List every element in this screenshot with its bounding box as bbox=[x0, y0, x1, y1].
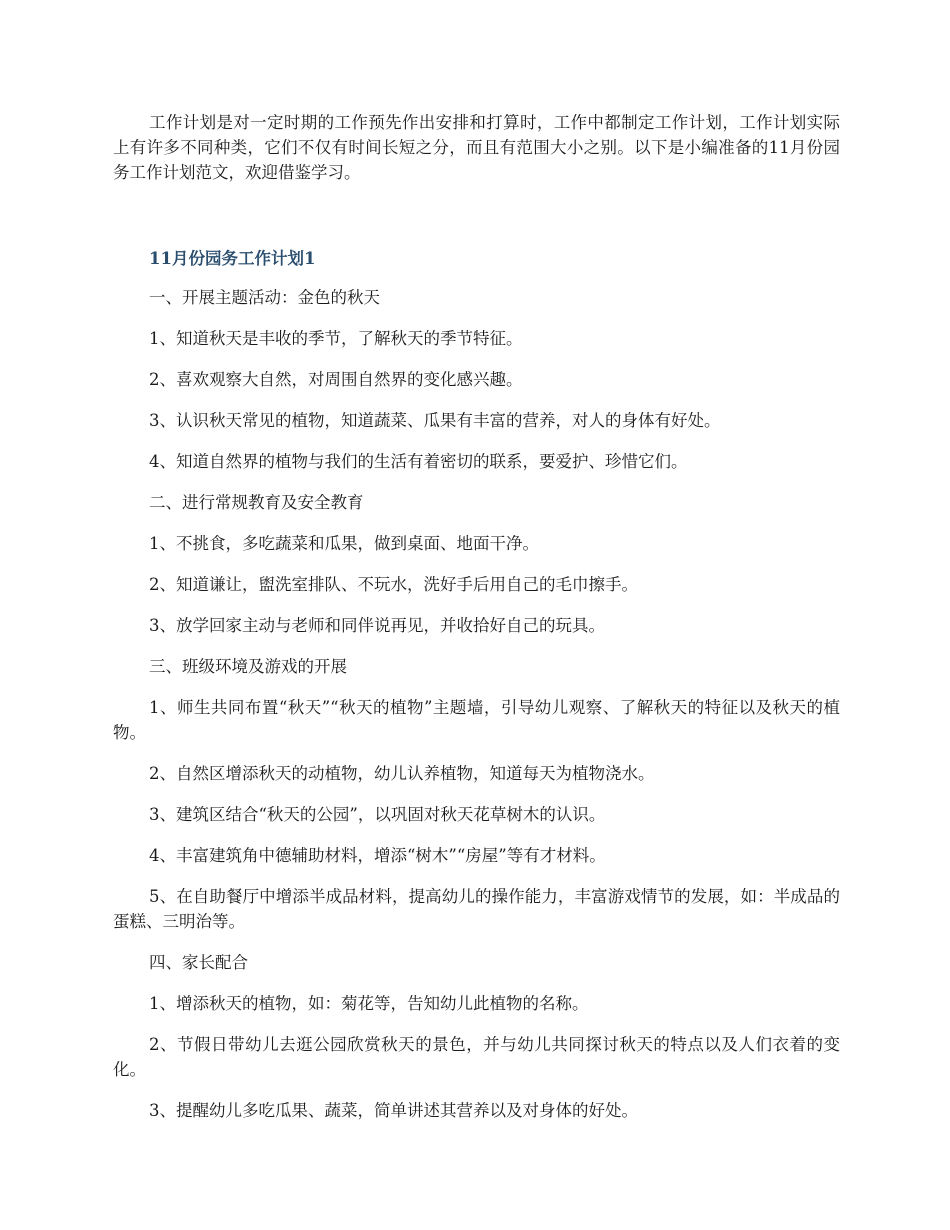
section-title-3: 三、班级环境及游戏的开展 bbox=[149, 657, 347, 676]
list-item: 2、知道谦让，盥洗室排队、不玩水，洗好手后用自己的毛巾擦手。 bbox=[149, 575, 638, 594]
section-title-4: 四、家长配合 bbox=[149, 953, 248, 972]
list-item: 1、师生共同布置“秋天”“秋天的植物”主题墙，引导幼儿观察、了解秋天的特征以及秋天的植物。 bbox=[113, 698, 840, 742]
list-item: 3、放学回家主动与老师和同伴说再见，并收拾好自己的玩具。 bbox=[149, 616, 605, 635]
list-item: 1、知道秋天是丰收的季节，了解秋天的季节特征。 bbox=[149, 329, 523, 348]
list-item: 4、丰富建筑角中德辅助材料，增添“树木”“房屋”等有才材料。 bbox=[149, 846, 606, 865]
list-item: 2、喜欢观察大自然，对周围自然界的变化感兴趣。 bbox=[149, 370, 523, 389]
section-title-1: 一、开展主题活动：金色的秋天 bbox=[149, 288, 380, 307]
list-item: 4、知道自然界的植物与我们的生活有着密切的联系，要爱护、珍惜它们。 bbox=[149, 452, 688, 471]
list-item: 3、提醒幼儿多吃瓜果、蔬菜，简单讲述其营养以及对身体的好处。 bbox=[149, 1101, 638, 1120]
list-item: 1、不挑食，多吃蔬菜和瓜果，做到桌面、地面干净。 bbox=[149, 534, 539, 553]
intro-paragraph: 工作计划是对一定时期的工作预先作出安排和打算时，工作中都制定工作计划，工作计划实际上有许多不同种类，它们不仅有时间长短之分，而且有范围大小之别。以下是小编准备的11月份园务工作计划范文，欢迎借鉴学习。 bbox=[113, 113, 840, 182]
list-item: 2、自然区增添秋天的动植物，幼儿认养植物，知道每天为植物浇水。 bbox=[149, 764, 655, 783]
section-title-2: 二、进行常规教育及安全教育 bbox=[149, 493, 364, 512]
list-item: 3、建筑区结合“秋天的公园”，以巩固对秋天花草树木的认识。 bbox=[149, 805, 606, 824]
list-item: 2、节假日带幼儿去逛公园欣赏秋天的景色，并与幼儿共同探讨秋天的特点以及人们衣着的变化。 bbox=[113, 1035, 840, 1079]
section-heading: 11月份园务工作计划1 bbox=[149, 249, 316, 268]
list-item: 3、认识秋天常见的植物，知道蔬菜、瓜果有丰富的营养，对人的身体有好处。 bbox=[149, 411, 721, 430]
list-item: 1、增添秋天的植物，如：菊花等，告知幼儿此植物的名称。 bbox=[149, 994, 589, 1013]
list-item: 5、在自助餐厅中增添半成品材料，提高幼儿的操作能力，丰富游戏情节的发展，如：半成品的蛋糕、三明治等。 bbox=[113, 887, 840, 931]
